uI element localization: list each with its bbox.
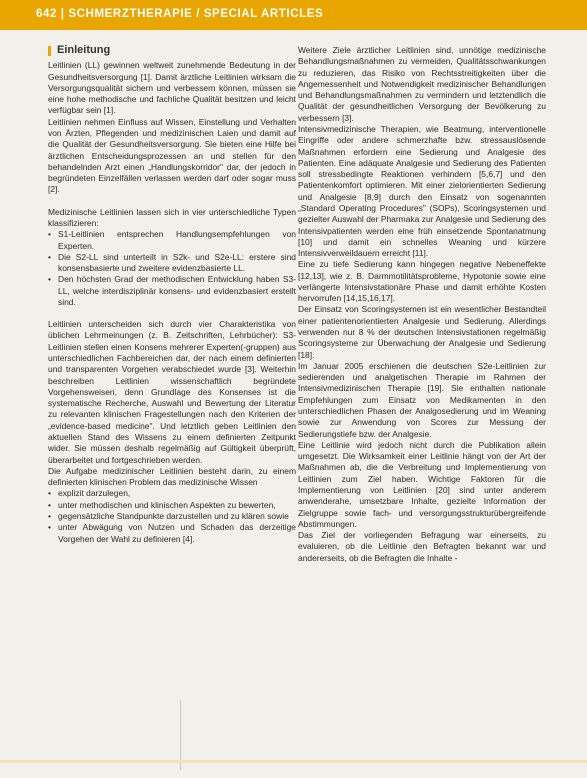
paragraph: Medizinische Leitlinien lassen sich in vier unterschiedliche Typen klassifizieren: — [48, 206, 296, 228]
list-item: • S1-Leitlinien entsprechen Handlungsempfehlungen von Experten. — [48, 229, 296, 252]
paragraph: Leitlinien nehmen Einfluss auf Wissen, Einstellung und Verhalten von Ärzten, Pflegenden und medizinischen Laien und damit auf die Qualität der Gesundheitsversorgung. Sie bieten eine Hilfe bei ärztlichen Entscheidungsprozessen an und stellen für den behandelnden Arzt einen „Handlungskorridor" dar, der jedoch in begründeten Einzelfällen verlassen werden darf oder sogar muss [2]. — [48, 116, 296, 195]
paragraph: Die Aufgabe medizinischer Leitlinien besteht darin, zu einem definierten klinischen Problem das medizinische Wissen — [48, 465, 296, 488]
paragraph: Eine Leitlinie wird jedoch nicht durch die Publikation allein umgesetzt. Die Wirksamkeit einer Leitlinie hängt von der Art der Maßnahmen ab, die die Verbreitung und Implementierung von Leitlinien zum Ziel haben. Wichtige Faktoren für die Implementierung von Leitlinien [20] sind unter anderem anwenderahe, umsetzbare Inhalte, gezielte Information der Zielgruppe sowie fach- und versorgungsstrukturübergreifende Abstimmungen. — [298, 439, 546, 529]
paragraph: Im Januar 2005 erschienen die deutschen S2e-Leitlinien zur sedierenden und analgetischen Therapie im Rahmen der Intensivmedizinischen Therapie [19]. Sie enthalten nationale Empfehlungen zum Einsatz von Medikamenten in den unterschiedlichen Phasen der Analgosedierung und im Weaning sowie zur Anwendung von Scores zur Messung der Sedierungstiefe bzw. der Analgesie. — [298, 360, 546, 439]
footer-line — [0, 760, 587, 763]
list-item: • explizit darzulegen, — [48, 488, 296, 499]
paragraph: Der Einsatz von Scoringsystemen ist ein wesentlicher Bestandteil einer patientenorientierten Analgesie und Sedierung. Allerdings verwenden nur 8 % der deutschen Intensivstationen regelmäßig Scoringsysteme zur Überwachung der Analgesie und Sedierung [18]. — [298, 304, 546, 360]
paragraph: Das Ziel der vorliegenden Befragung war einerseits, zu evaluieren, ob die Leitlinie den Befragten bekannt war und andererseits, ob die Befragten die Inhalte - — [298, 530, 546, 563]
guideline-tasks-list — [48, 488, 296, 544]
section-heading — [48, 45, 296, 56]
list-item: • unter Abwägung von Nutzen und Schaden das derzeitige Vorgehen der Wahl zu definieren [4]. — [48, 522, 296, 545]
header-bar — [0, 0, 587, 30]
paragraph: Leitlinien unterscheiden sich durch vier Charakteristika von üblichen Lehrmeinungen (z. B. Zeitschriften, Lehrbücher): S3-Leitlinien stellen einen Konsens mehrerer Experten(-gruppen) aus unterschiedlichen Fachbereichen dar, der nach einem definierten und transparenten Vorgehen verabschiedet wurde [3]. Weiterhin beschreiben Leitlinien wissenschaftlich begründete Vorgehensweisen, denn Grundlage des Konsenses ist die systematische Recherche, Auswahl und Bewertung der Literatur zu relevanten klinischen Fragestellungen nach den Kriterien der „evidence-based medicine". Und letztlich geben Leitlinien den aktuellen Stand des Wissens zu einem definierten Zeitpunkt wider. Sie müssen deshalb regelmäßig auf Gültigkeit überprüft, überarbeitet und fortgeschrieben werden. — [48, 319, 296, 465]
running-header: 642 | SCHMERZTHERAPIE / SPECIAL ARTICLES — [36, 8, 324, 20]
heading-marker-icon — [48, 46, 51, 56]
list-item: • unter methodischen und klinischen Aspekten zu bewerten, — [48, 500, 296, 511]
paragraph: Intensivmedizinische Therapien, wie Beatmung, interventionelle Eingriffe oder andere schmerzhafte bzw. stressauslösende Maßnahmen erfordern eine Sedierung und Analgesie des Patienten. Eine adäquate Analgesie und Sedierung des Patienten soll stressbedingte Reaktionen verhindern [5,6,7] und den Patientenkomfort optimieren. Mit einer zielorientierten Sedierung und Analgesie [8,9] durch den Einsatz von sogenannten „Standard Operating Procedures" (SOPs), Scoringsystemen und gezielter Auswahl der Pharmaka zur Analgesie und Sedierung des Intensivpatienten werden eine früh einsetzende Spontanatmung [10] und damit ein schnelles Weaning und kürzere Intensivverweildauern erreicht [11]. — [298, 123, 546, 259]
list-item: • Den höchsten Grad der methodischen Entwicklung haben S3-LL, welche interdisziplinär konsens- und evidenzbasiert erstellt sind. — [48, 274, 296, 308]
right-column — [298, 45, 546, 564]
list-item: • Die S2-LL sind unterteilt in S2k- und S2e-LL: erstere sind konsensbasierte und zweitere evidenzbasierte LL. — [48, 252, 296, 275]
guideline-types-list — [48, 229, 296, 308]
paragraph: Weitere Ziele ärztlicher Leitlinien sind, unnötige medizinische Behandlungsmaßnahmen zu vermeiden, Qualitätsschwankungen zu reduzieren, das Risiko von Rechtsstreitigkeiten über die Angemessenheit und Notwendigkeit medizinischer Behandlungen und Behandlungsmaßnahmen zu vermindern und letztendlich die Qualität der gesundheitlichen Versorgung der Bevölkerung zu verbessern [3]. — [298, 45, 546, 123]
list-item: • gegensätzliche Standpunkte darzustellen und zu klären sowie — [48, 511, 296, 522]
paragraph: Eine zu tiefe Sedierung kann hingegen negative Nebeneffekte [12,13], wie z. B. Darmmotilitätsprobleme, Hypotonie sowie eine verlängerte Intensivstationäre Phase und damit erhöhte Kosten hervorrufen [14,15,16,17]. — [298, 259, 546, 304]
left-column — [48, 45, 296, 545]
paragraph: Leitlinien (LL) gewinnen weltweit zunehmende Bedeutung in der Gesundheitsversorgung [1]. Damit ärztliche Leitlinien wirksam die Versorgungsqualität sichern und verbessern können, müssen sie eine hohe methodische und fachliche Qualität besitzen und leicht verfügbar sein [1]. — [48, 60, 296, 116]
section-heading-text: Einleitung — [57, 44, 111, 56]
